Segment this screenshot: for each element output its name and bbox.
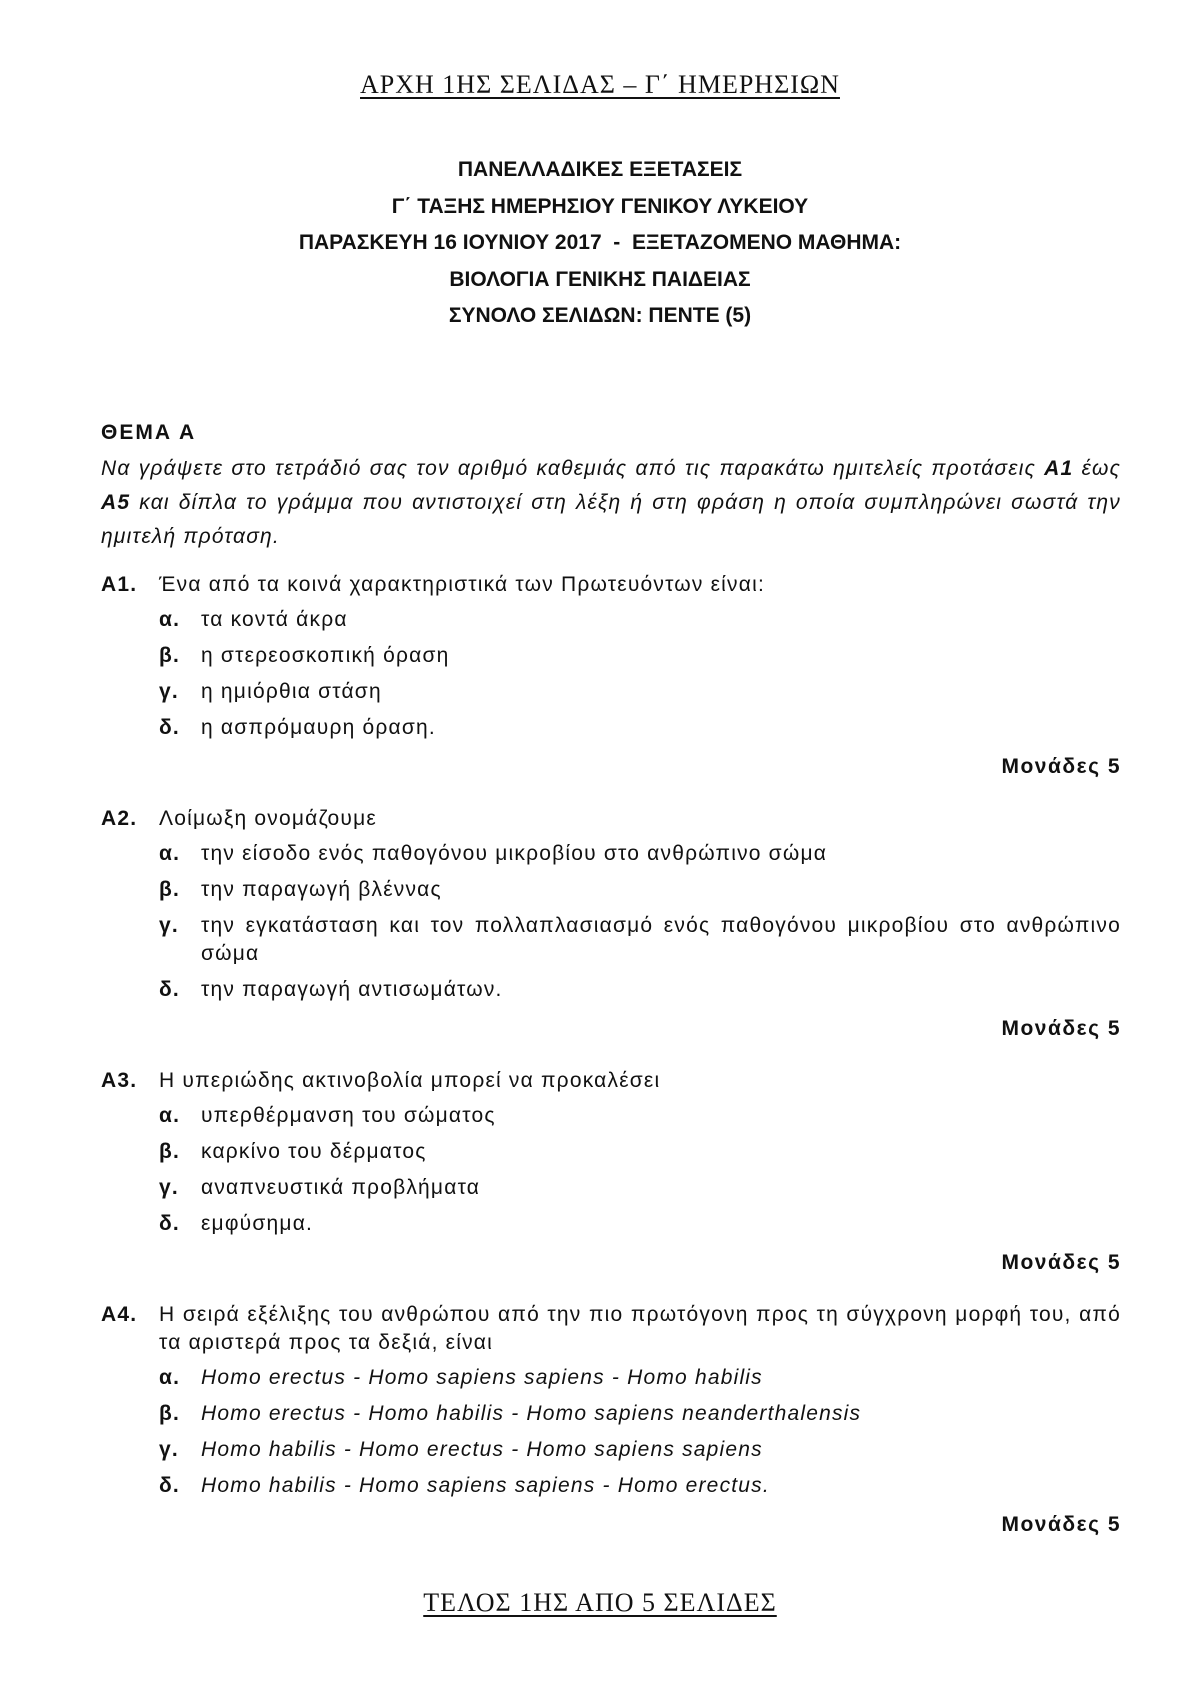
question-a1 [101, 568, 1121, 786]
exam-content [101, 418, 1121, 1544]
option-list [159, 1098, 1121, 1242]
points-label: Μονάδες 5 [1001, 1017, 1121, 1040]
option-item [159, 1170, 1121, 1206]
option-text: Homo habilis - Homo erectus - Homo sapiens sapiens [201, 1438, 763, 1461]
instructions-part-1: Να γράψετε στο τετράδιό σας τον αριθμό καθεμιάς από τις παρακάτω ημιτελείς προτάσεις [101, 457, 1045, 480]
option-text: την παραγωγή αντισωμάτων. [201, 978, 503, 1001]
option-text: την παραγωγή βλέννας [201, 878, 442, 901]
option-item [159, 1432, 1121, 1468]
option-letter: δ. [159, 1474, 180, 1497]
instructions-part-3: και δίπλα το γράμμα που αντιστοιχεί στη λέξη ή στη φράση η οποία συμπληρώνει σωστά την ημιτελή πρόταση. [101, 491, 1121, 548]
option-letter: β. [159, 1402, 181, 1425]
section-instructions [101, 452, 1121, 554]
option-text: την είσοδο ενός παθογόνου μικροβίου στο ανθρώπινο σώμα [201, 842, 828, 865]
option-letter: β. [159, 878, 181, 901]
option-item [159, 1360, 1121, 1396]
header-line-3: ΠΑΡΑΣΚΕΥΗ 16 ΙΟΥΝΙΟΥ 2017 - ΕΞΕΤΑΖΟΜΕΝΟ ΜΑΘΗΜΑ: [298, 231, 902, 254]
header-line-2: Γ΄ ΤΑΞΗΣ ΗΜΕΡΗΣΙΟΥ ΓΕΝΙΚΟΥ ΛΥΚΕΙΟΥ [391, 194, 809, 218]
option-letter: γ. [159, 914, 179, 937]
option-list [159, 602, 1121, 746]
option-item [159, 1134, 1121, 1170]
option-text: Homo erectus - Homo sapiens sapiens - Homo habilis [201, 1366, 763, 1389]
exam-header [0, 152, 1200, 335]
option-item [159, 1206, 1121, 1242]
question-a3 [101, 1064, 1121, 1282]
option-text: Homo habilis - Homo sapiens sapiens - Homo erectus. [201, 1474, 770, 1497]
option-letter: α. [159, 1366, 181, 1389]
option-text: η στερεοσκοπική όραση [201, 644, 450, 667]
question-text: Ένα από τα κοινά χαρακτηριστικά των Πρωτευόντων είναι: [159, 573, 765, 596]
option-item [159, 602, 1121, 638]
question-text: Η σειρά εξέλιξης του ανθρώπου από την πιο πρωτόγονη προς τη σύγχρονη μορφή του, από τα αριστερά προς τα δεξιά, είναι [159, 1303, 1121, 1354]
question-text: Η υπεριώδης ακτινοβολία μπορεί να προκαλέσει [159, 1069, 661, 1092]
option-item [159, 674, 1121, 710]
section-title: ΘΕΜΑ Α [101, 421, 197, 444]
instructions-a5: Α5 [101, 491, 131, 514]
question-a4 [101, 1298, 1121, 1544]
option-text: εμφύσημα. [201, 1212, 314, 1235]
points-label: Μονάδες 5 [1001, 1513, 1121, 1536]
option-item [159, 972, 1121, 1008]
question-label: Α1. [101, 573, 138, 596]
option-list [159, 1360, 1121, 1504]
question-text: Λοίμωξη ονομάζουμε [159, 807, 377, 830]
option-list [159, 836, 1121, 1008]
option-letter: δ. [159, 1212, 180, 1235]
header-line-5: ΣΥΝΟΛΟ ΣΕΛΙΔΩΝ: ΠΕΝΤΕ (5) [448, 304, 752, 327]
option-text: καρκίνο του δέρματος [201, 1140, 427, 1163]
option-item [159, 638, 1121, 674]
option-letter: γ. [159, 1438, 179, 1461]
option-text: αναπνευστικά προβλήματα [201, 1176, 481, 1199]
option-item [159, 1468, 1121, 1504]
option-letter: γ. [159, 1176, 179, 1199]
option-letter: α. [159, 608, 181, 631]
points-label: Μονάδες 5 [1001, 755, 1121, 778]
option-text: η ημιόρθια στάση [201, 680, 382, 703]
option-text: Homo erectus - Homo habilis - Homo sapiens neanderthalensis [201, 1402, 862, 1425]
option-text: η ασπρόμαυρη όραση. [201, 716, 436, 739]
option-letter: α. [159, 842, 181, 865]
instructions-a1: Α1 [1044, 457, 1074, 480]
option-item [159, 908, 1121, 972]
option-item [159, 1396, 1121, 1432]
page-top-banner: ΑΡΧΗ 1ΗΣ ΣΕΛΙΔΑΣ – Γ΄ ΗΜΕΡΗΣΙΩΝ [360, 70, 840, 99]
option-item [159, 710, 1121, 746]
option-letter: δ. [159, 716, 180, 739]
question-label: Α3. [101, 1069, 138, 1092]
instructions-part-2: έως [1073, 457, 1121, 480]
option-letter: γ. [159, 680, 179, 703]
header-line-1: ΠΑΝΕΛΛΑΔΙΚΕΣ ΕΞΕΤΑΣΕΙΣ [457, 158, 743, 181]
question-a2 [101, 802, 1121, 1048]
option-letter: δ. [159, 978, 180, 1001]
option-letter: β. [159, 1140, 181, 1163]
header-line-4: ΒΙΟΛΟΓΙΑ ΓΕΝΙΚΗΣ ΠΑΙΔΕΙΑΣ [449, 267, 751, 291]
points-label: Μονάδες 5 [1001, 1251, 1121, 1274]
page-bottom-banner: ΤΕΛΟΣ 1ΗΣ ΑΠΟ 5 ΣΕΛΙΔΕΣ [423, 1588, 777, 1617]
question-label: Α2. [101, 807, 138, 830]
option-text: την εγκατάσταση και τον πολλαπλασιασμό ενός παθογόνου μικροβίου στο ανθρώπινο σώμα [201, 914, 1121, 965]
option-letter: α. [159, 1104, 181, 1127]
question-label: Α4. [101, 1303, 138, 1326]
option-text: υπερθέρμανση του σώματος [201, 1104, 496, 1127]
option-item [159, 836, 1121, 872]
option-item [159, 1098, 1121, 1134]
option-letter: β. [159, 644, 181, 667]
option-text: τα κοντά άκρα [201, 608, 348, 631]
option-item [159, 872, 1121, 908]
